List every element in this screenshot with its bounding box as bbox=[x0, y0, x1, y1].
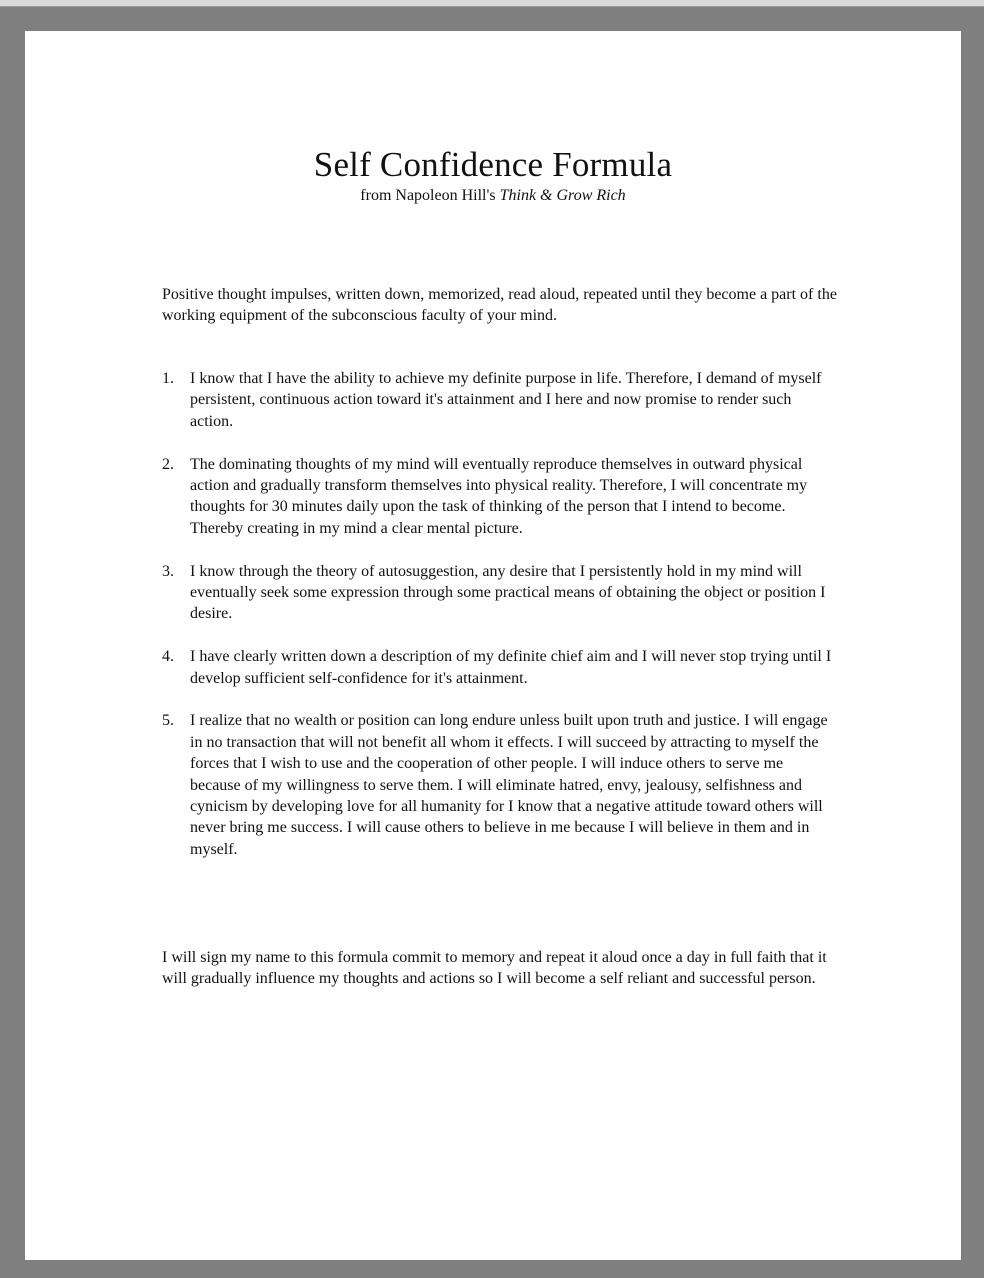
list-item-number: 2. bbox=[162, 455, 174, 473]
document-title: Self Confidence Formula bbox=[313, 145, 673, 184]
affirmation-list bbox=[162, 368, 837, 882]
list-item-text: I realize that no wealth or position can long endure unless built upon truth and justice. I will engage in no transaction that will not benefit all whom it effects. I will succeed by attracting to myself the forces that I wish to use and the cooperation of other people. I will induce others to serve me because of my willingness to serve them. I will eliminate hatred, envy, jealousy, selfishness and cynicism by developing love for all humanity for I know that a negative attitude toward others will never bring me success. I will cause others to believe in me because I will believe in them and in myself. bbox=[190, 712, 828, 858]
list-item-number: 1. bbox=[162, 370, 174, 387]
list-item bbox=[162, 368, 837, 432]
list-item bbox=[162, 710, 837, 860]
list-item-text: I have clearly written down a description of my definite chief aim and I will never stop trying until I develop sufficient self-confidence for it's attainment. bbox=[190, 648, 832, 687]
list-item bbox=[162, 646, 837, 689]
list-item-text: I know that I have the ability to achieve my definite purpose in life. Therefore, I demand of myself persistent, continuous action toward it's attainment and I here and now promise to render such action. bbox=[190, 370, 822, 430]
viewer-top-strip bbox=[0, 0, 984, 7]
closing-paragraph: I will sign my name to this formula commit to memory and repeat it aloud once a day in full faith that it will gradually influence my thoughts and actions so I will become a self reliant and successful person. bbox=[162, 949, 827, 988]
list-item bbox=[162, 561, 837, 625]
list-item-text: I know through the theory of autosuggestion, any desire that I persistently hold in my mind will eventually seek some expression through some practical means of obtaining the object or position I desire. bbox=[190, 562, 826, 623]
subtitle-prefix: from Napoleon Hill's bbox=[360, 187, 496, 204]
document-subtitle bbox=[25, 186, 961, 206]
document-page bbox=[25, 31, 961, 1260]
subtitle-book-title: Think & Grow Rich bbox=[499, 187, 626, 204]
intro-paragraph: Positive thought impulses, written down, memorized, read aloud, repeated until they become a part of the working equipment of the subconscious faculty of your mind. bbox=[162, 286, 837, 325]
list-item-text: The dominating thoughts of my mind will eventually reproduce themselves in outward physical action and gradually transform themselves into physical reality. Therefore, I will concentrate my thoughts for 30 minutes daily upon the task of thinking of the person that I intend to become. Thereby creating in my mind a clear mental picture. bbox=[190, 455, 808, 537]
list-item bbox=[162, 454, 837, 540]
list-item-number: 4. bbox=[162, 648, 174, 666]
list-item-number: 5. bbox=[162, 712, 174, 730]
list-item-number: 3. bbox=[162, 562, 174, 580]
